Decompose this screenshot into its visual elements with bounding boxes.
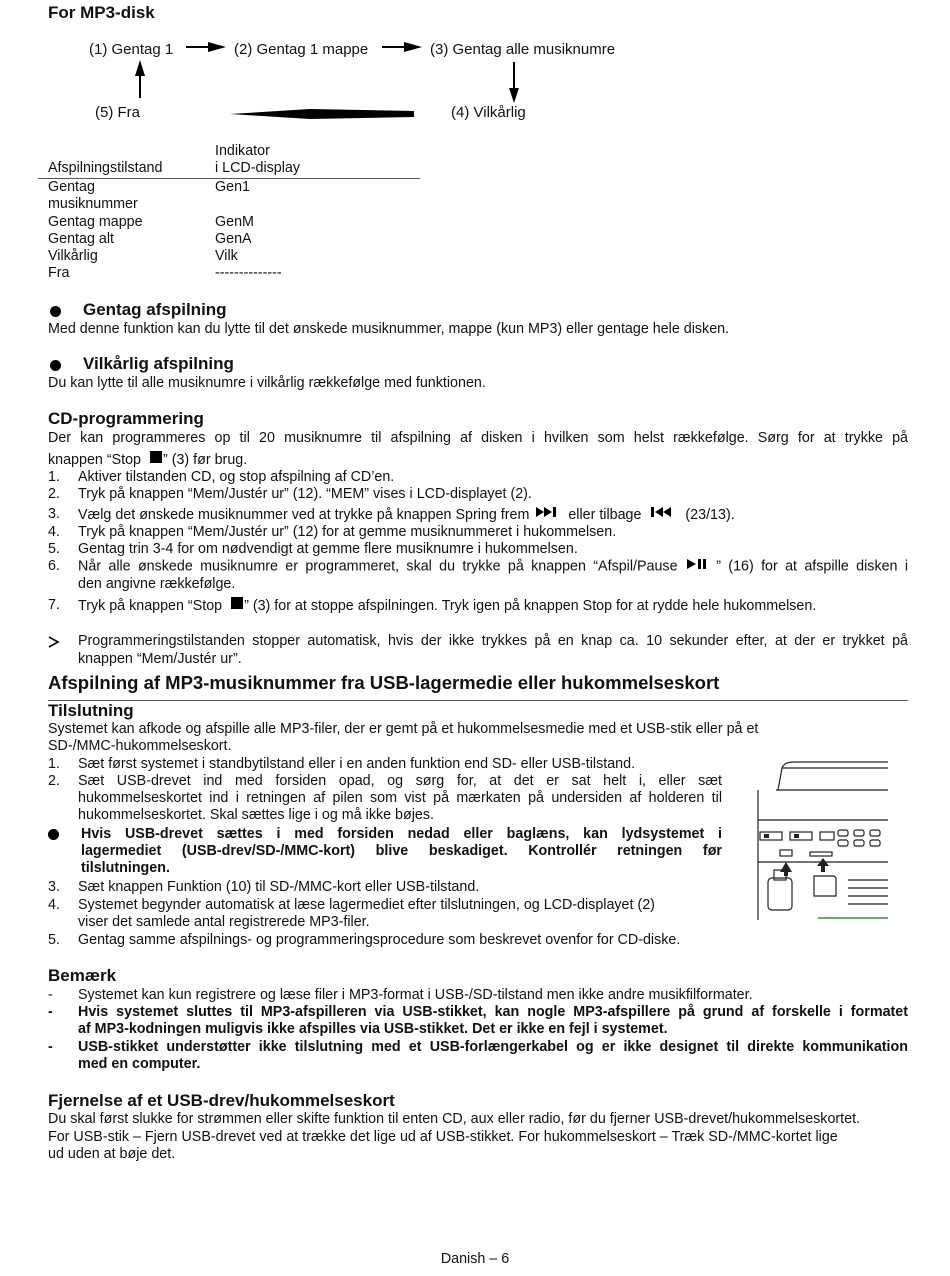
cd-step: [48, 541, 908, 559]
skip-forward-icon: [536, 506, 560, 518]
step-number: 5.: [48, 932, 60, 948]
table-row-mode: Gentag alt: [48, 231, 114, 247]
step-text: Gentag trin 3-4 for om nødvendigt at gemme flere musiknumre i hukommelsen.: [78, 541, 578, 557]
note-item: [48, 1039, 908, 1075]
lcd-indicator-table: [0, 140, 430, 285]
note-item-line2: med en computer.: [78, 1056, 201, 1072]
flow-step-2: (2) Gentag 1 mappe: [234, 41, 369, 58]
repeat-play-text: Med denne funktion kan du lytte til det ønskede musiknummer, mappe (kun MP3) eller gentage hele disken.: [48, 321, 730, 337]
note-text-line1: Programmeringstilstanden stopper automatisk, hvis der ikke trykkes på en knap ca. 10 sekunder efter, at der er trykket på: [78, 633, 908, 649]
note-item-line1: USB-stikket understøtter ikke tilslutning med et USB-forlængerkabel og er ikke designet til direkte kommunikation: [78, 1039, 908, 1055]
removal-line3: ud uden at bøje det.: [48, 1146, 176, 1162]
step-number: 6.: [48, 558, 60, 574]
repeat-mode-flow-diagram: [0, 0, 950, 140]
table-row-indicator: Vilk: [215, 248, 238, 264]
intro-text-pre: knappen “Stop: [48, 451, 141, 468]
step-number: 1.: [48, 469, 60, 485]
usb-step: [48, 756, 728, 774]
flow-arrows: [0, 0, 950, 140]
cd-step: [48, 486, 908, 504]
step-text: Tryk på knappen “Mem/Justér ur” (12) for at gemme musiknummeret i hukommelsen.: [78, 524, 617, 540]
usb-warning: [48, 826, 722, 880]
intro-text-post: ” (3) før brug.: [162, 451, 248, 468]
table-row-mode: Gentag: [48, 179, 95, 195]
flow-step-1: (1) Gentag 1: [89, 41, 174, 58]
cd-programming-intro-line2: [48, 451, 908, 469]
note-item-line2: af MP3-kodningen muligvis ikke afspilles via USB-stikket. Det er ikke en fejl i systemet.: [78, 1021, 668, 1037]
step-text: Aktiver tilstanden CD, og stop afspilning af CD’en.: [78, 469, 395, 485]
table-row-indicator: GenA: [215, 231, 252, 247]
warning-line3: tilslutningen.: [81, 860, 170, 876]
cd-step: [48, 506, 908, 524]
heading-repeat-play: Gentag afspilning: [83, 300, 227, 319]
table-row-mode: Fra: [48, 265, 70, 281]
stop-icon: [150, 451, 162, 463]
table-row-mode: Vilkårlig: [48, 248, 98, 264]
note-item: [48, 1004, 908, 1040]
play-pause-icon: [687, 558, 707, 570]
step-number: 3.: [48, 879, 60, 895]
bullet-icon: [48, 829, 59, 840]
section-title-mp3-disk: For MP3-disk: [48, 3, 155, 22]
random-play-text: Du kan lytte til alle musiknumre i vilkårlig rækkefølge med funktionen.: [48, 375, 486, 391]
step-number: 4.: [48, 524, 60, 540]
step-number: 4.: [48, 897, 60, 913]
step-number: 3.: [48, 506, 60, 522]
note-item-line1: Hvis systemet sluttes til MP3-afspilleren via USB-stikket, kan nogle MP3-afspillere på grund af forskelle i formatet: [78, 1004, 908, 1020]
step-text: Gentag samme afspilnings- og programmeringsprocedure som beskrevet ovenfor for CD-diske.: [78, 932, 681, 948]
auto-stop-note: [48, 633, 908, 669]
table-row-indicator: --------------: [215, 265, 282, 281]
step-text: [78, 597, 908, 615]
step-number: 2.: [48, 773, 60, 789]
table-header-mode: Afspilningstilstand: [48, 160, 163, 176]
usb-step: [48, 773, 722, 827]
step-number: 5.: [48, 541, 60, 557]
section-divider: [48, 700, 908, 701]
heading-removal: Fjernelse af et USB-drev/hukommelseskort: [48, 1091, 395, 1110]
step-text-post: ” (16) for at afspille disken i: [716, 558, 908, 575]
heading-connection: Tilslutning: [48, 701, 134, 720]
heading-note: Bemærk: [48, 966, 117, 985]
dash-bullet: -: [48, 987, 53, 1003]
usb-step: [48, 932, 748, 950]
table-row-indicator: GenM: [215, 214, 254, 230]
usb-intro-line2: SD-/MMC-hukommelseskort.: [48, 738, 232, 754]
note-item: [48, 987, 908, 1005]
heading-usb-playback: Afspilning af MP3-musiknummer fra USB-lagermedie eller hukommelseskort: [48, 672, 720, 693]
removal-line1: Du skal først slukke for strømmen eller skifte funktion til enten CD, aux eller radio, før du fjerner USB-drevet/hukommelseskortet.: [48, 1111, 861, 1127]
dash-bullet: -: [48, 1004, 53, 1020]
bullet-icon: [50, 306, 61, 317]
cd-step: [48, 469, 908, 487]
usb-step: [48, 897, 728, 933]
arrow-bullet-icon: [48, 636, 60, 648]
stop-icon: [231, 597, 243, 609]
removal-line2: For USB-stik – Fjern USB-drevet ved at trække det lige ud af USB-stikket. For hukommelseskort – Træk SD-/MMC-kortet lige: [48, 1129, 838, 1145]
table-row-mode: Gentag mappe: [48, 214, 143, 230]
cd-step: [48, 558, 908, 594]
note-text-line2: knappen “Mem/Justér ur”.: [78, 651, 242, 667]
step-text-line1: [78, 558, 908, 576]
flow-step-4: (4) Vilkårlig: [451, 104, 526, 121]
warning-line2: lagermediet (USB-drev/SD-/MMC-kort) blive beskadiget. Kontrollér retningen før: [81, 843, 722, 859]
step-text-line1: Sæt USB-drevet ind med forsiden opad, og sørg for, at det er sat helt i, eller sæt: [78, 773, 722, 789]
step-text-pre: Vælg det ønskede musiknummer ved at trykke på knappen Spring frem: [78, 506, 530, 523]
page-number: Danish – 6: [440, 1251, 510, 1267]
step-text-mid: eller tilbage: [568, 506, 642, 523]
table-header-indicator-line1: Indikator: [215, 143, 270, 159]
step-text-line2: hukommelseskortet ind i retningen af pilen som vist på mærkaten på undersiden af holderen til: [78, 790, 722, 806]
step-text-line1: Systemet begynder automatisk at læse lagermediet efter tilslutningen, og LCD-displayet (2): [78, 897, 655, 913]
usb-port-illustration: [738, 760, 888, 922]
skip-back-icon: [651, 506, 675, 518]
step-text-line2: viser det samlede antal registrerede MP3-filer.: [78, 914, 370, 930]
flow-step-5: (5) Fra: [95, 104, 140, 121]
warning-line1: Hvis USB-drevet sættes i med forsiden nedad eller baglæns, kan lydsystemet i: [81, 826, 722, 842]
step-number: 2.: [48, 486, 60, 502]
note-item-text: Systemet kan kun registrere og læse filer i MP3-format i USB-/SD-tilstand men ikke andre musikfilformater.: [78, 987, 753, 1003]
usb-step: [48, 879, 722, 897]
step-number: 7.: [48, 597, 60, 613]
step-text-line3: hukommelseskortet. Skal sættes lige i og må ikke bøjes.: [78, 807, 434, 823]
cd-step: [48, 524, 908, 542]
step-text-pre: Når alle ønskede musiknumre er programmeret, skal du trykke på knappen “Afspil/Pause: [78, 558, 678, 575]
usb-intro-line1: Systemet kan afkode og afspille alle MP3-filer, der er gemt på et hukommelsesmedie med et USB-stik eller på et: [48, 721, 759, 737]
bullet-icon: [50, 360, 61, 371]
step-text-pre: Tryk på knappen “Stop: [78, 597, 223, 614]
heading-cd-programming: CD-programmering: [48, 409, 204, 428]
table-row-mode: musiknummer: [48, 196, 138, 212]
table-header-indicator-line2: i LCD-display: [215, 160, 301, 176]
table-row-indicator: Gen1: [215, 179, 250, 195]
step-text-post: (23/13).: [685, 506, 735, 523]
step-text: [78, 506, 908, 524]
step-text: Tryk på knappen “Mem/Justér ur” (12). “MEM” vises i LCD-displayet (2).: [78, 486, 532, 502]
cd-programming-intro: Der kan programmeres op til 20 musiknumre til afspilning af disken i hvilken som helst rækkefølge. Sørg for at trykke på: [48, 430, 908, 446]
dash-bullet: -: [48, 1039, 53, 1055]
step-text: Sæt knappen Funktion (10) til SD-/MMC-kort eller USB-tilstand.: [78, 879, 480, 895]
step-text: Sæt først systemet i standbytilstand eller i en anden funktion end SD- eller USB-tilstand.: [78, 756, 636, 772]
flow-step-3: (3) Gentag alle musiknumre: [430, 41, 616, 58]
heading-random-play: Vilkårlig afspilning: [83, 354, 234, 373]
step-text-post: ” (3) for at stoppe afspilningen. Tryk igen på knappen Stop for at rydde hele hukommelsen.: [244, 597, 817, 614]
step-text-line2: den angivne rækkefølge.: [78, 576, 236, 592]
step-number: 1.: [48, 756, 60, 772]
cd-step: [48, 597, 908, 615]
